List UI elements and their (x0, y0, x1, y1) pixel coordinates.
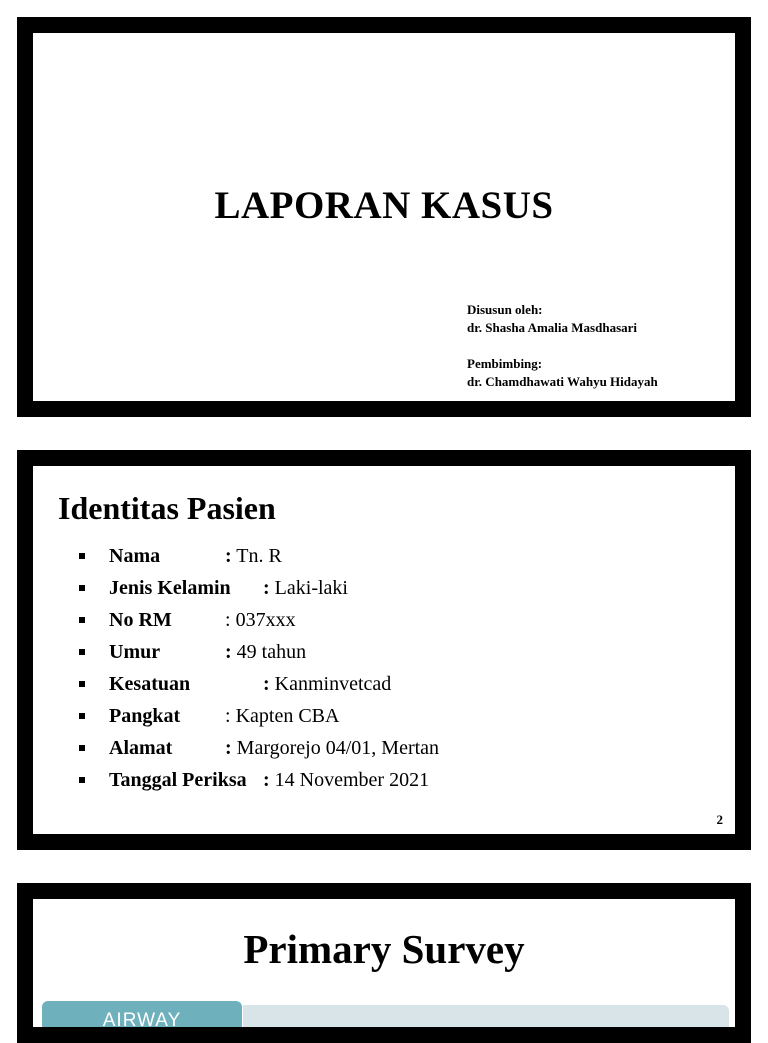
report-title: LAPORAN KASUS (214, 184, 554, 227)
airway-tab: AIRWAY (42, 1001, 242, 1027)
field-label: Umur (109, 641, 161, 663)
supervisor-label: Pembimbing: (467, 356, 543, 371)
field-label: Nama (109, 545, 161, 567)
prepared-by-label: Disusun oleh: (467, 302, 543, 317)
slide-title: Primary Survey (243, 926, 525, 972)
field-label: No RM (109, 609, 172, 631)
field-label: Tanggal Periksa (109, 769, 247, 791)
field-value: : 14 November 2021 (263, 769, 430, 791)
supervisor-name: dr. Chamdhawati Wahyu Hidayah (467, 374, 658, 389)
patient-identity-slide (17, 450, 751, 850)
field-value: : 037xxx (225, 609, 296, 631)
field-value: : Tn. R (225, 545, 282, 567)
field-label: Alamat (109, 737, 173, 759)
slide-heading: Identitas Pasien (58, 490, 276, 526)
credits-block (467, 301, 658, 391)
field-value: : Kapten CBA (225, 705, 340, 727)
title-slide-content (33, 33, 735, 401)
bullet-icon (79, 585, 85, 591)
bullet-icon (79, 713, 85, 719)
bullet-icon (79, 617, 85, 623)
field-value: : Kanminvetcad (263, 673, 392, 695)
field-label: Kesatuan (109, 673, 191, 695)
bullet-icon (79, 777, 85, 783)
page-number: 2 (716, 812, 723, 827)
field-label: Jenis Kelamin (109, 577, 231, 599)
bullet-icon (79, 649, 85, 655)
field-label: Pangkat (109, 705, 181, 727)
patient-identity-content (33, 466, 735, 834)
title-slide (17, 17, 751, 417)
primary-survey-content (33, 899, 735, 1027)
prepared-by-name: dr. Shasha Amalia Masdhasari (467, 320, 638, 335)
field-value: : Laki-laki (263, 577, 348, 599)
field-value: : Margorejo 04/01, Mertan (225, 737, 440, 759)
bullet-icon (79, 553, 85, 559)
primary-survey-slide (17, 883, 751, 1043)
bullet-icon (79, 681, 85, 687)
bullet-icon (79, 745, 85, 751)
field-value: : 49 tahun (225, 641, 307, 663)
